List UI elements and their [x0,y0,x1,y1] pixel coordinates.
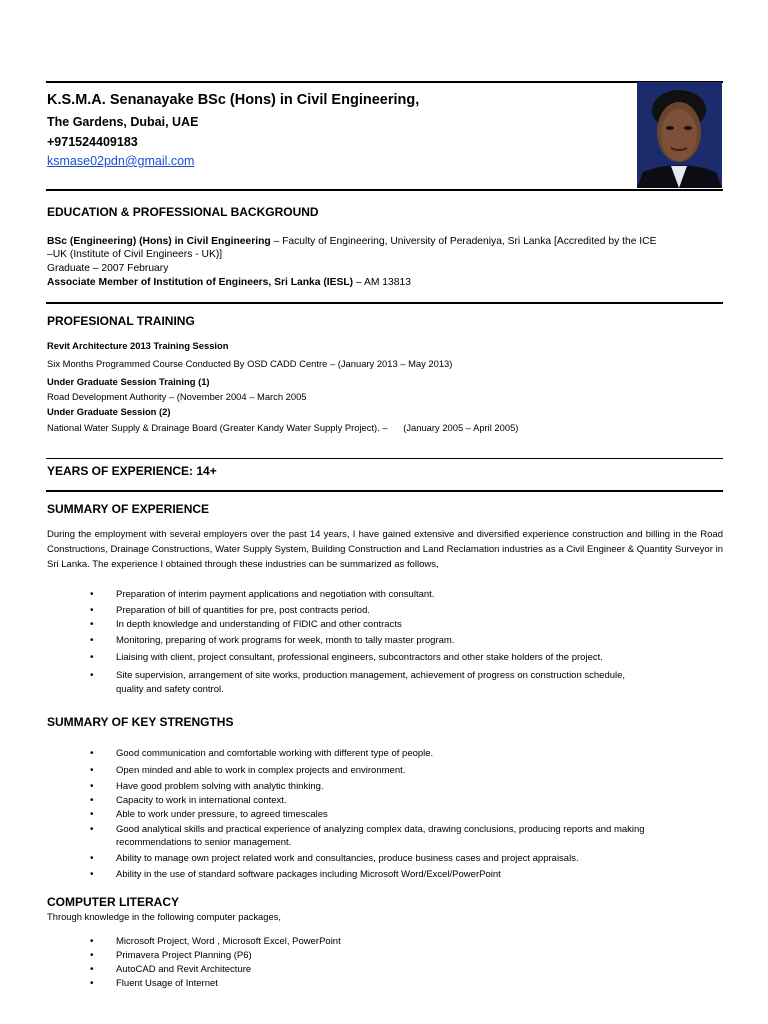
summary-paragraph: During the employment with several employers over the past 14 years, I have gained extensive and diversified experience construction and billing in the Road Constructions, Drainage Constructions, Water Supply System, Building Construction and Land Reclamation industries as a Civil Engineer & Quantity Surveyor in Sri Lanka. The experience I obtained through these industries can be summarized as follows, [47,529,723,570]
strengths-heading: SUMMARY OF KEY STRENGTHS [47,715,234,729]
email-link[interactable]: ksmase02pdn@gmail.com [47,154,195,168]
top-rule [46,81,723,83]
list-item: • Preparation of interim payment applications and negotiation with consultant. [90,589,710,601]
list-item: • Capacity to work in international context. [90,795,710,807]
training-detail: Six Months Programmed Course Conducted By OSD CADD Centre – (January 2013 – May 2013) [47,358,453,369]
candidate-name: K.S.M.A. Senanayake BSc (Hons) in Civil Engineering, [47,92,420,108]
header-bottom-rule [46,189,723,191]
experience-list [90,589,710,696]
training-detail: Road Development Authority – (November 2004 – March 2005 [47,391,307,402]
phone: +971524409183 [47,135,138,149]
summary-heading: SUMMARY OF EXPERIENCE [47,502,210,516]
computer-intro: Through knowledge in the following computer packages, [47,911,281,922]
list-item: • Able to work under pressure, to agreed timescales [90,809,710,821]
list-item: • Fluent Usage of Internet [90,978,710,990]
membership-line [47,276,411,290]
list-item: • AutoCAD and Revit Architecture [90,964,710,976]
list-item: • Ability in the use of standard software packages including Microsoft Word/Excel/PowerPoint [90,869,710,881]
computer-heading: COMPUTER LITERACY [47,895,179,909]
training-detail: National Water Supply & Drainage Board (Greater Kandy Water Supply Project). – (January 2005 – April 2005) [47,422,519,433]
membership-number: – AM 13813 [353,277,411,288]
training-title: Under Graduate Session Training (1) [47,376,210,387]
training-title: Under Graduate Session (2) [47,406,171,417]
list-item: • Good analytical skills and practical experience of analyzing complex data, drawing conclusions, producing reports and making recommendations to senior management. [90,823,710,849]
list-item: • Have good problem solving with analytic thinking. [90,781,710,793]
list-item: • Primavera Project Planning (P6) [90,950,710,962]
strengths-list [90,748,710,881]
training-heading: PROFESIONAL TRAINING [47,314,195,328]
profile-photo-image [637,82,722,188]
list-item: • In depth knowledge and understanding of FIDIC and other contracts [90,619,710,631]
address: The Gardens, Dubai, UAE [47,115,199,129]
list-item: • Open minded and able to work in complex projects and environment. [90,765,710,777]
software-list [90,936,710,990]
list-item: • Ability to manage own project related work and consultancies, produce business cases and project appraisals. [90,853,710,865]
list-item: • Microsoft Project, Word , Microsoft Excel, PowerPoint [90,936,710,948]
profile-photo [637,82,722,188]
list-item: • Good communication and comfortable working with different type of people. [90,748,710,760]
list-item: • Liaising with client, project consultant, professional engineers, subcontractors and other stake holders of the project. [90,652,710,664]
membership-title: Associate Member of Institution of Engineers, Sri Lanka (IESL) [47,277,354,288]
list-item: • Monitoring, preparing of work programs for week, month to tally master program. [90,635,710,647]
degree-institution: – Faculty of Engineering, University of Peradeniya, Sri Lanka [Accredited by the ICE [270,236,657,247]
list-item: • Site supervision, arrangement of site works, production management, achievement of progress on construction schedule, quality and safety control. [90,669,646,696]
education-heading: EDUCATION & PROFESSIONAL BACKGROUND [47,205,319,219]
graduate-date: Graduate – 2007 February [47,263,169,274]
experience-rule [46,490,723,492]
degree-title: BSc (Engineering) (Hons) in Civil Engineering [47,236,271,247]
training-rule [46,458,723,459]
training-title: Revit Architecture 2013 Training Session [47,340,229,351]
experience-years: YEARS OF EXPERIENCE: 14+ [47,464,217,478]
list-item: • Preparation of bill of quantities for pre, post contracts period. [90,605,710,617]
education-rule [46,302,723,304]
degree-line [47,235,656,249]
degree-accreditation: –UK (Institute of Civil Engineers - UK)] [47,249,223,260]
